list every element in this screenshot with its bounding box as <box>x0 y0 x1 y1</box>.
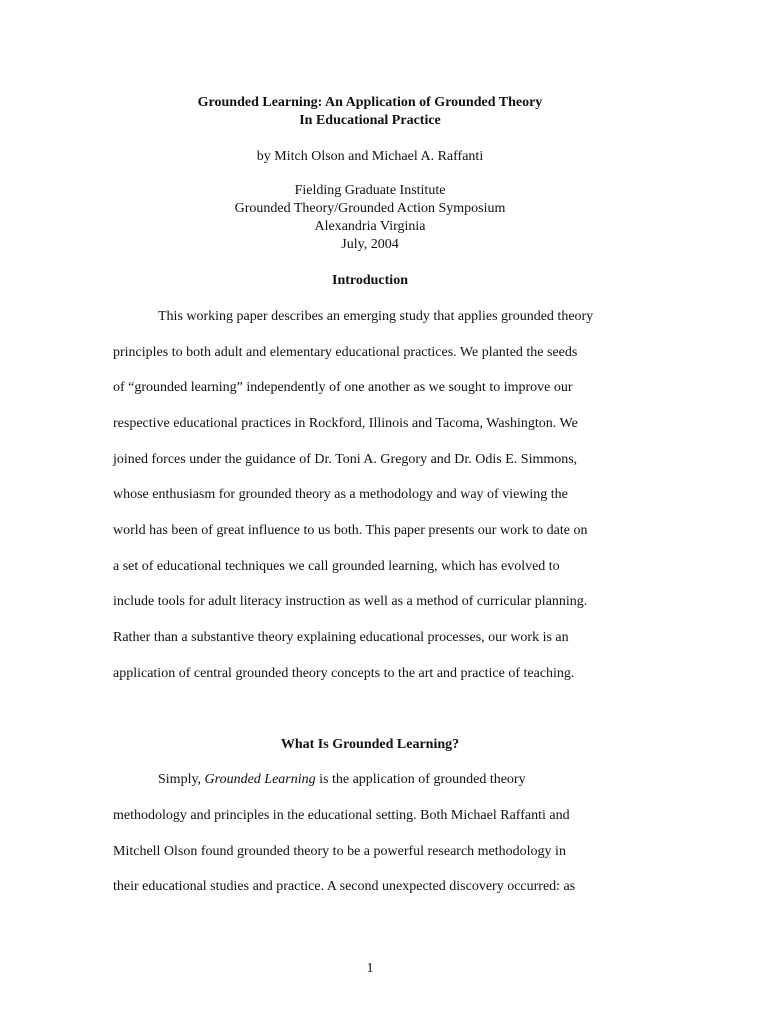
paper-title-line-2: In Educational Practice <box>299 113 441 128</box>
body-text-fragment: is the application of grounded theory <box>315 772 526 787</box>
body-text-fragment: Simply, <box>158 772 205 787</box>
body-text-line: include tools for adult literacy instruction as well as a method of curricular planning. <box>113 594 588 609</box>
body-text-line: methodology and principles in the educational setting. Both Michael Raffanti and <box>113 808 570 823</box>
section-heading-introduction: Introduction <box>332 273 408 288</box>
body-text-line <box>158 771 698 789</box>
body-text-line: their educational studies and practice. A second unexpected discovery occurred: as <box>113 879 576 894</box>
body-text-line: world has been of great influence to us both. This paper presents our work to date on <box>113 523 588 538</box>
body-text-line: application of central grounded theory concepts to the art and practice of teaching. <box>113 666 575 681</box>
paper-authors: by Mitch Olson and Michael A. Raffanti <box>256 149 484 164</box>
page-number: 1 <box>366 961 374 976</box>
body-text-line: Rather than a substantive theory explaining educational processes, our work is an <box>113 630 569 645</box>
body-text-line: Mitchell Olson found grounded theory to be a powerful research methodology in <box>113 844 566 859</box>
body-text-line: principles to both adult and elementary educational practices. We planted the seeds <box>113 345 578 360</box>
body-text-line: whose enthusiasm for grounded theory as a methodology and way of viewing the <box>113 487 568 502</box>
paper-title-line-1: Grounded Learning: An Application of Grounded Theory <box>197 95 543 110</box>
affiliation-line: July, 2004 <box>341 237 399 252</box>
body-text-line: of “grounded learning” independently of one another as we sought to improve our <box>113 380 573 395</box>
body-text-line: respective educational practices in Rockford, Illinois and Tacoma, Washington. We <box>113 416 578 431</box>
body-text-line: joined forces under the guidance of Dr. Toni A. Gregory and Dr. Odis E. Simmons, <box>113 452 578 467</box>
emphasized-term: Grounded Learning <box>204 772 316 787</box>
section-heading-what-is-grounded-learning: What Is Grounded Learning? <box>280 737 460 752</box>
affiliation-line: Fielding Graduate Institute <box>294 183 446 198</box>
affiliation-line: Alexandria Virginia <box>314 219 426 234</box>
affiliation-line: Grounded Theory/Grounded Action Symposium <box>234 201 506 216</box>
body-text-line: This working paper describes an emerging study that applies grounded theory <box>158 309 594 324</box>
body-text-line: a set of educational techniques we call grounded learning, which has evolved to <box>113 559 560 574</box>
